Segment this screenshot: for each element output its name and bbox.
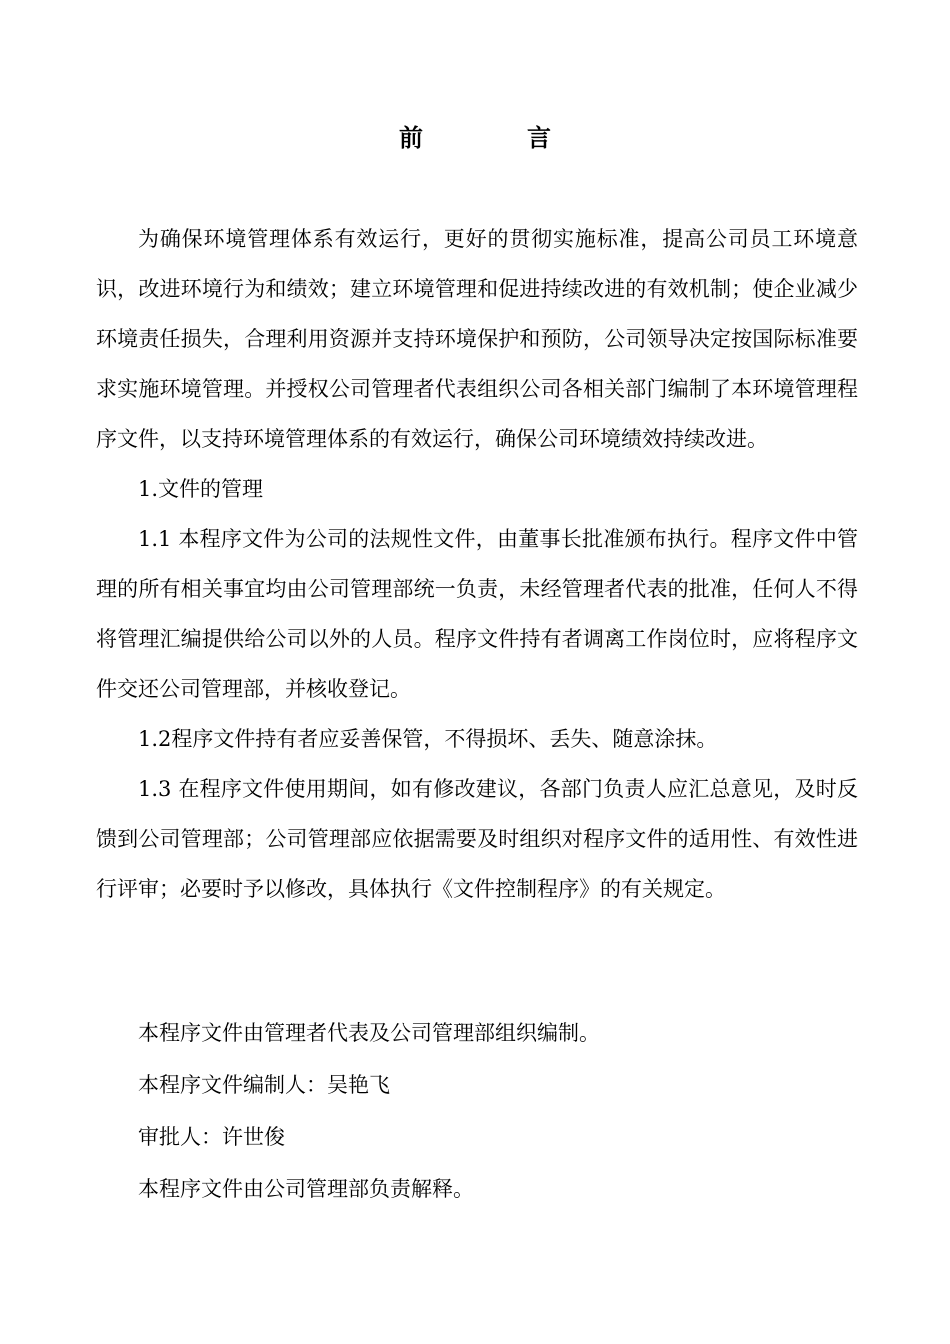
clause-1-1: 1.1 本程序文件为公司的法规性文件，由董事长批准颁布执行。程序文件中管理的所有相关事宜均由公司管理部统一负责，未经管理者代表的批准，任何人不得将管理汇编提供给公司以外的人员。程序文件持有者调离工作岗位时，应将程序文件交还公司管理部，并核收登记。 — [96, 527, 858, 701]
main-body — [96, 214, 858, 914]
interpretation-line: 本程序文件由公司管理部负责解释。 — [138, 1177, 474, 1201]
section-heading: 1.文件的管理 — [138, 477, 264, 501]
author-line: 本程序文件编制人：吴艳飞 — [138, 1073, 390, 1097]
clause-1-3: 1.3 在程序文件使用期间，如有修改建议，各部门负责人应汇总意见，及时反馈到公司管理部；公司管理部应依据需要及时组织对程序文件的适用性、有效性进行评审；必要时予以修改，具体执行《文件控制程序》的有关规定。 — [96, 777, 858, 901]
clause-1-2: 1.2程序文件持有者应妥善保管，不得损坏、丢失、随意涂抹。 — [138, 727, 718, 751]
approver-line: 审批人：许世俊 — [138, 1125, 285, 1149]
intro-paragraph: 为确保环境管理体系有效运行，更好的贯彻实施标准，提高公司员工环境意识，改进环境行为和绩效；建立环境管理和促进持续改进的有效机制；使企业减少环境责任损失，合理利用资源并支持环境保护和预防，公司领导决定按国际标准要求实施环境管理。并授权公司管理者代表组织公司各相关部门编制了本环境管理程序文件，以支持环境管理体系的有效运行，确保公司环境绩效持续改进。 — [96, 227, 858, 451]
compiled-by-statement: 本程序文件由管理者代表及公司管理部组织编制。 — [138, 1021, 600, 1045]
page-title: 前 言 — [399, 123, 591, 152]
closing-block — [96, 1007, 858, 1215]
